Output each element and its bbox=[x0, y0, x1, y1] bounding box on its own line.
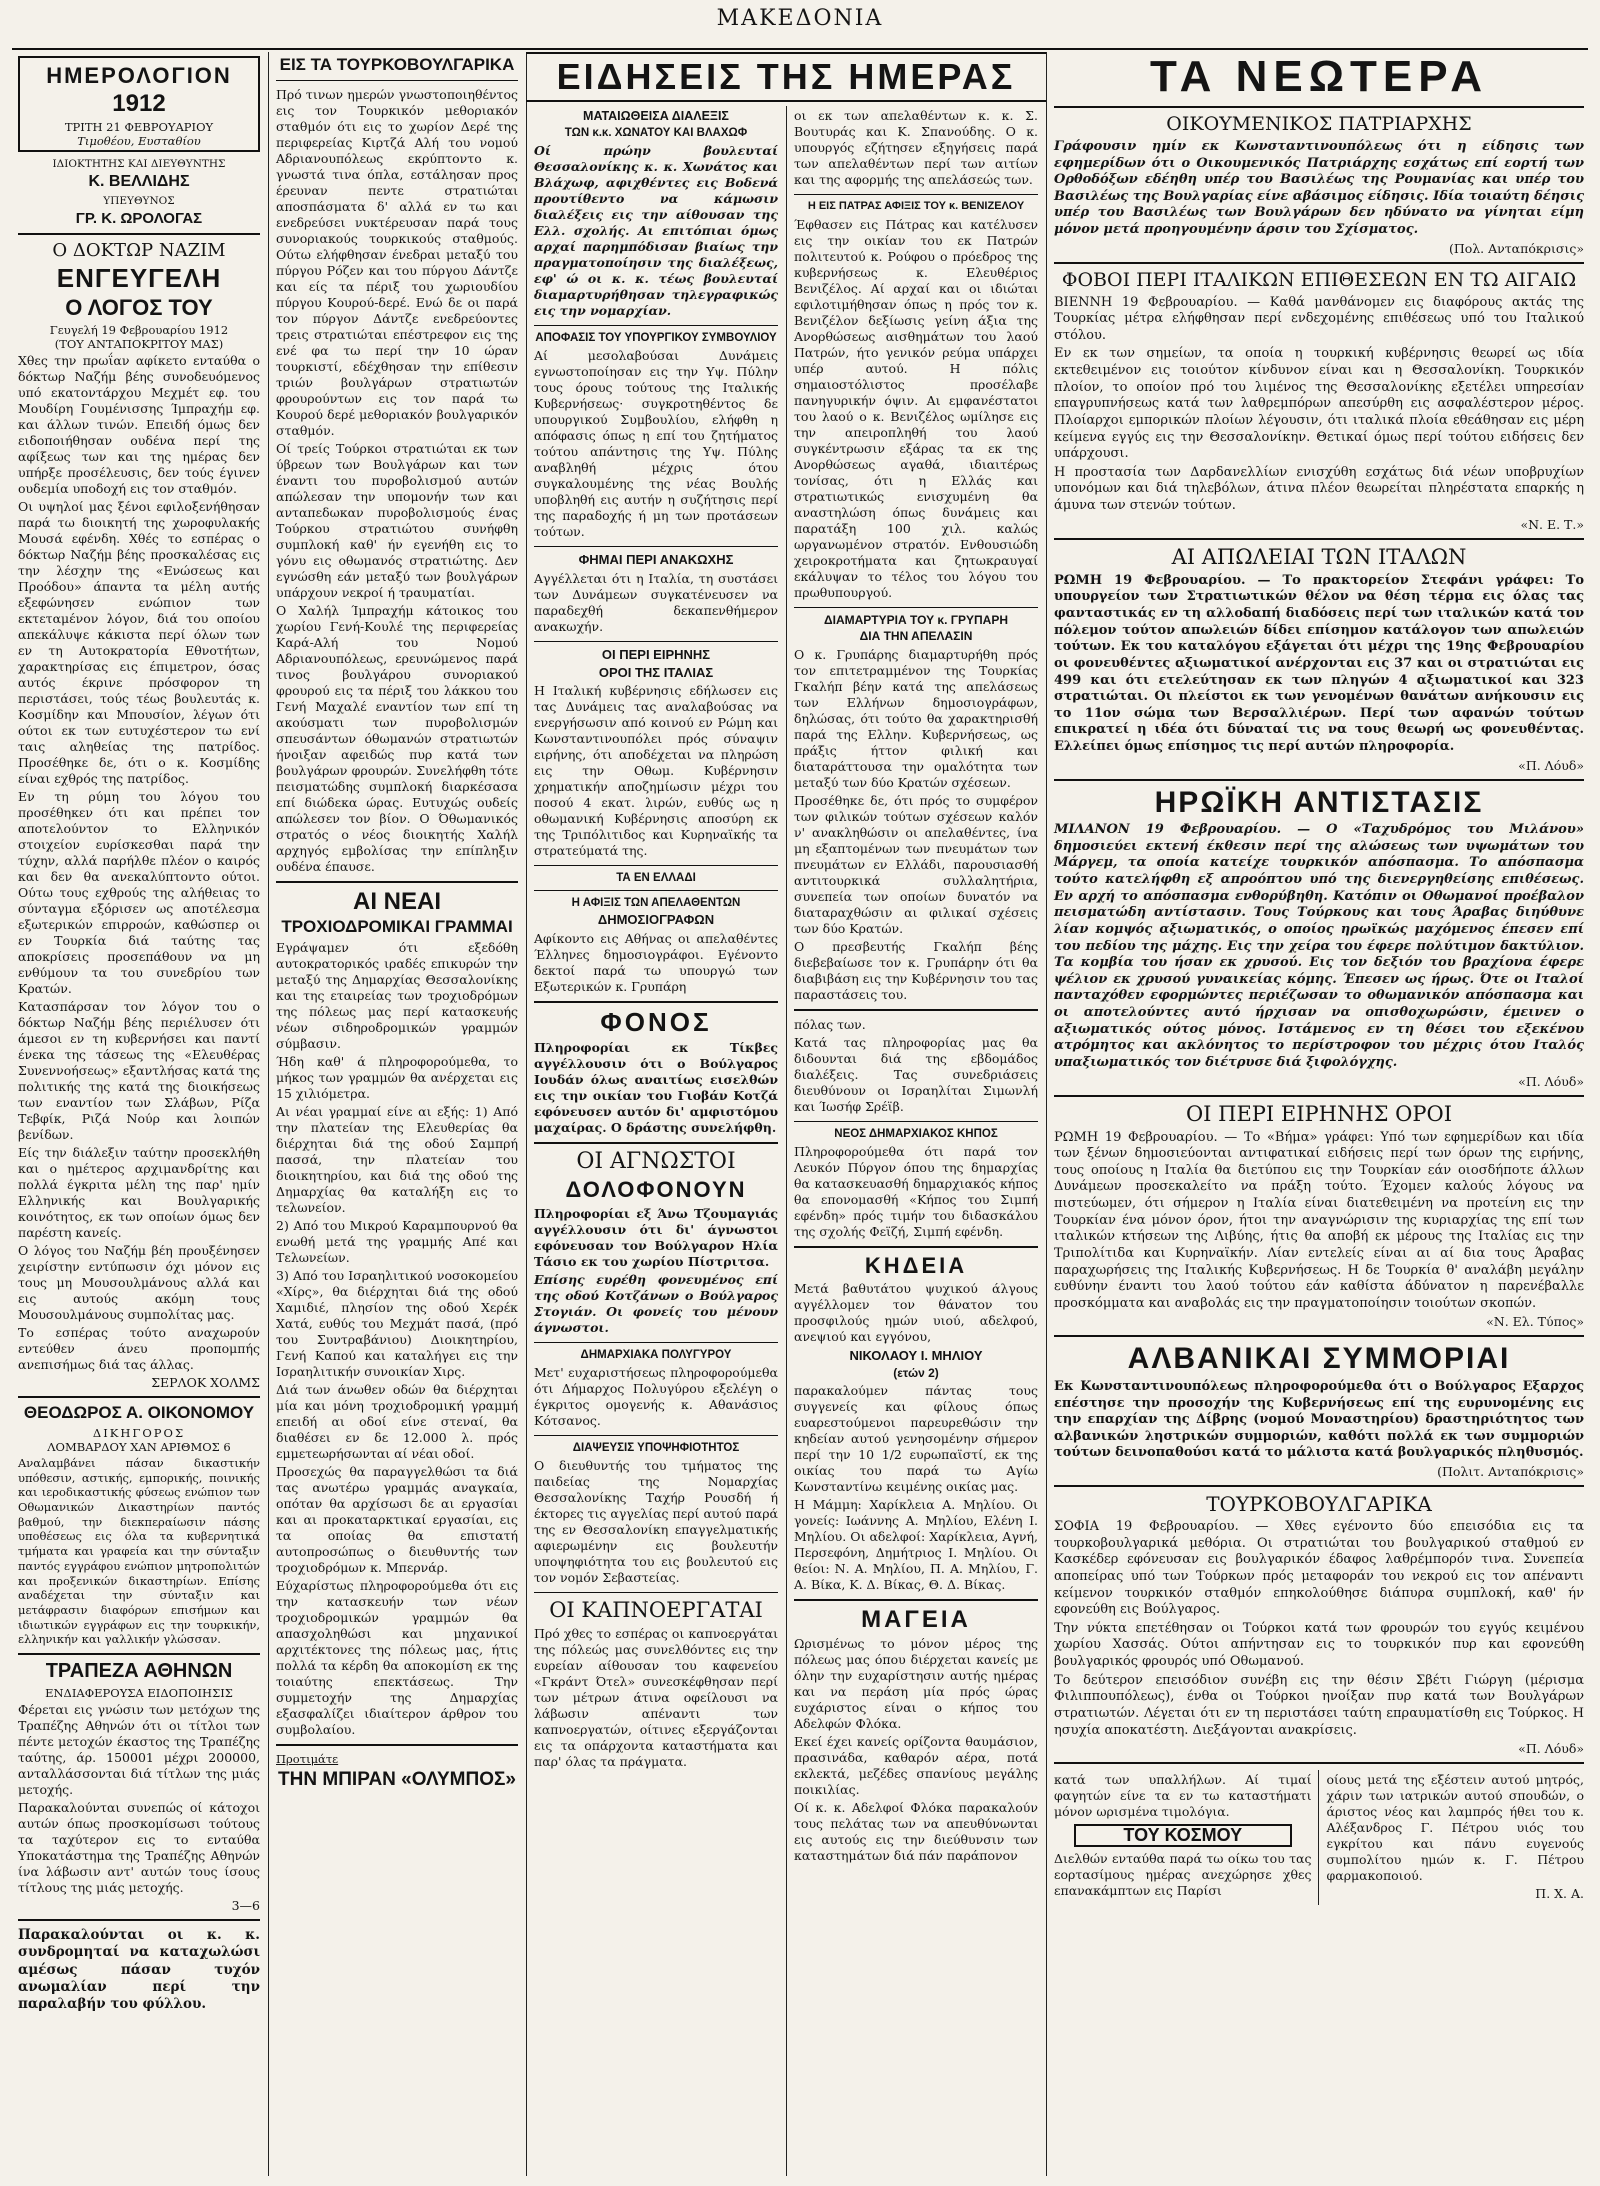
headline: ΗΡΩΪΚΗ ΑΝΤΙΣΤΑΣΙΣ bbox=[1154, 785, 1484, 819]
paragraph: Χθες την πρωΐαν αφίκετο ενταύθα ο δόκτωρ Ναζήμ βέης συνοδευόμενος υπό εκατοντάρχου Μεχμέτ εφ. του Μουδίρη Γουμένισσης Ίμπραχήμ εφ. και άλλων τινών. Επειδή όμως δεν ειδοποιήθησαν ουδένα περί της αφίξεως των και της ημέρας δεν υπήρξε προσέλευσις, δεν τούς έγινεν ουδεμία υποδοχή εις τον σταθμόν. bbox=[18, 353, 260, 497]
headline: ΔΟΛΟΦΟΝΟΥΝ bbox=[565, 1177, 747, 1203]
owner-name: Κ. ΒΕΛΛΙΔΗΣ bbox=[88, 173, 190, 191]
ad-reference: 3—6 bbox=[231, 1898, 260, 1914]
paragraph: Εκ Κωνσταντινουπόλεως πληροφορούμεθα ότι ο Βούλγαρος Εξαρχος επέστησε την προσοχήν της Κυβερνήσεως επί της ευρυνομένης εις την επαρχίαν της Δίβρης (νομού Μοναστηρίου) δραστηριότητος των αλβανικών ληστρικών συμμοριών, καθότι πολλά εκ των συμμοριών τούτων δεινοπαθούσι κατά το μάλιστα κατά βουλγαρικός πληθυσμός. bbox=[1054, 1378, 1584, 1461]
paragraph: Εύχαρίστως πληροφορούμεθα ότι εις την κατασκευήν των νέων τροχιοδρομικών γραμμών θα απασχοληθώσι και μηχανικοί αρχιτέκτονες της πόλεως μας, ήτις πολλά τα κέρδη θα αποκομίση εκ της τοιαύτης επεκτάσεως. Την συμμετοχήν της Δημαρχίας εξασφαλίζει ιδιαίτερον άρθρον του συμβολαίου. bbox=[276, 1577, 518, 1737]
headline: ΔΙΑΜΑΡΤΥΡΙΑ ΤΟΥ κ. ΓΡΥΠΑΡΗ bbox=[824, 612, 1008, 627]
divider bbox=[1054, 1762, 1584, 1764]
owner-block bbox=[18, 158, 260, 227]
divider bbox=[276, 80, 518, 81]
headline: ΟΙ ΚΑΠΝΟΕΡΓΑΤΑΙ bbox=[549, 1597, 763, 1622]
paragraph: Εν τη ρύμη του λόγου του προσέθηκεν ότι και πρέπει τον αποτελούντον το Ελληνικόν στοιχείον ευρίσκεσθαι παρά την τύχην, αλλά παρήλθε πλέον ο καιρός και δεν θα ανεκαλύπτοντο ούτοι. Ούτω τους εχθρούς της αλήθειας το σύνταγμα εξόρισεν ως αποτέλεσμα εξωτερικών επιρροών, καθώσπερ οι εν Τουρκία διά ταύτης τας αποκρίσεις προσεπάθουν να μη ενθύμουν τα του συνεδρίου των Κρατών. bbox=[18, 789, 260, 997]
headline: ΕΙΣ ΤΑ ΤΟΥΡΚΟΒΟΥΛΓΑΡΙΚΑ bbox=[279, 55, 515, 74]
article-council bbox=[534, 332, 778, 540]
paragraph: Είς την διάλεξιν ταύτην προσεκλήθη και ο ημέτερος αρχιμανδρίτης και πολλά έγκριτα μέλη της παρ' ημίν Ελληνικής και Βουλγαρικής κοινότητος, εκ των οποίων όμως δεν παρέστη κανείς. bbox=[18, 1145, 260, 1241]
paragraph: Ο διευθυντής του τμήματος της παιδείας της Νομαρχίας Θεσσαλονίκης Ταχήρ Ρουσδή ή έκτορες τις αγγελίας περί αυτού παρά της εν Θεσσαλονίκη επαγγελματικής αφιερωμένην εις βουλευτήν υποψηφιότητα του εις βουλευτού εις τον νομόν Σεβαστείας. bbox=[534, 1457, 778, 1585]
paragraph: Εγράψαμεν ότι εξεδόθη αυτοκρατορικός ιραδές επικυρών την μεταξύ της Δημαρχίας Θεσσαλονίκης και της εταιρείας των τροχιοδρόμων της πόλεως μας περί κατασκευής νέων σιδηροδρομικών γραμμών σύμβασιν. bbox=[276, 939, 518, 1051]
headline: ΔΙΑΨΕΥΣΙΣ ΥΠΟΨΗΦΙΟΤΗΤΟΣ bbox=[572, 1441, 740, 1454]
paragraph: Παρακαλούνται συνεπώς οί κάτοχοι αυτών όπως προσκομίσωσι τούτους τα ταχύτερον εις το ενταύθα Υποκατάστημα της Τραπέζης Αθηνών ίνα λάβωσιν αντ' αυτών τους ίσους τίτλους της μιάς μετοχής. bbox=[18, 1800, 260, 1896]
paragraph: οι εκ των απελαθέντων κ. κ. Σ. Βουτυράς και Κ. Σπανούδης. Ο κ. υπουργός εζήτησεν εξηγήσεις παρά των απελαθέντων περί των αιτίων και της αφορμής της απελάσεώς των. bbox=[794, 108, 1038, 187]
divider bbox=[794, 1246, 1038, 1248]
ad-text: ΤΗΝ ΜΠΙΡΑΝ «ΟΛΥΜΠΟΣ» bbox=[278, 1768, 516, 1790]
deceased-name: ΝΙΚΟΛΑΟΥ Ι. ΜΗΛΙΟΥ bbox=[849, 1347, 983, 1363]
paragraph: Ο λόγος του Ναζήμ βέη προυξένησεν χειρίστην εντύπωσιν όχι μόνον εις τους μη Μουσουλμάνους αλλά και εις αυτούς ακόμη τους Μουσουλμάνους συμπολίτας μας. bbox=[18, 1243, 260, 1323]
divider bbox=[534, 1592, 778, 1593]
divider bbox=[534, 865, 778, 866]
paragraph: Έφθασεν εις Πάτρας και κατέλυσεν εις την οικίαν του εκ Πατρών πολιτευτού κ. Ρούφου ο πρόεδρος της κυβερνήσεως κ. Ελευθέριος Βενιζέλος. Αί αρχαί και οι ιδιώται εφιλοτιμήθησαν όπως η πρός τον κ. Βενιζέλον δεξίωσις γείνη άξια της Ανορθώσεως αισθημάτων του λαού Πατρών, ήτο γενικόν ρεύμα υπάρχει υπέρ αυτού. Η πόλις σημαιοστόλιστος προσέλαβε πανηγυρικήν όψιν. Αι εμφανέστατοι του λαού ο κ. Βενιζέλος ωμίλησε εις την απειροπληθή του λαού συγκέντρωσιν εξάρας τα εκ της Ανορθώσεως αγαθά, ιδιαιτέρως τονίσας, ότι η Ελλάς και στρατιωτικώς ενισχυμένη θα αναστηλώση όπως δυνάμεις και παρατάξη 100 χιλ. καλώς ωργανωμένον στρατόν. Ενθουσιώδη χειροκροτήματα και ζητωκραυγαί εκάλυψαν το τέλος του λόγου του πρωθυπουργού. bbox=[794, 216, 1038, 600]
paragraph: Ήδη καθ' ά πληροφορούμεθα, το μήκος των γραμμών θα ανέρχεται εις 15 χιλιόμετρα. bbox=[276, 1053, 518, 1101]
paragraph: Αι νέαι γραμμαί είνε αι εξής: 1) Από την πλατείαν της Ελευθερίας θα διέρχηται διά της οδού Σαμπρή πασσά, την πλατείαν του διοικητηρίου, και διά της οδού της Δημαρχίας θα καταλήξη εις το τελωνείον. bbox=[276, 1103, 518, 1215]
article-tram-lines bbox=[276, 889, 518, 1738]
ad-bank bbox=[18, 1661, 260, 1913]
divider bbox=[794, 1121, 1038, 1122]
column-3 bbox=[526, 106, 786, 2176]
column-1 bbox=[10, 52, 268, 2176]
divider bbox=[18, 233, 260, 235]
paragraph: Κατά τας πληροφορίας μας θα διδουνται διά της εβδομάδος διαλέξεις. Τας συνεδριάσεις διευθύνουν οι Ισραηλίται Σιμωνλή και Ίωσήφ Σρέϊβ. bbox=[794, 1034, 1038, 1114]
headline: ΑΙ ΑΠΩΛΕΙΑΙ ΤΩΝ ΙΤΑΛΩΝ bbox=[1171, 544, 1467, 569]
article-peace-terms bbox=[534, 648, 778, 859]
paragraph: Το εσπέρας τούτο αναχωρούν εντεύθεν άνευ προπομπής ανεπισήμως διά τας άλλας. bbox=[18, 1325, 260, 1373]
article-heroic bbox=[1054, 787, 1584, 1089]
headline: ΚΗΔΕΙΑ bbox=[864, 1252, 968, 1278]
headline: ΟΙ ΠΕΡΙ ΕΙΡΗΝΗΣ bbox=[601, 646, 711, 662]
paragraph: Πρό τινων ημερών γνωστοποιηθέντος εις τον Τουρκικόν μεθοριακόν σταθμόν ότι εις το χωρίον Δερέ της περιφερείας Κιρτζά Αλή του νομού Αδριανουπόλεως εκρύπτοντο κ. γνωστά τινα όπλα, εστάλησαν προς έρευναν πεντε στρατιώται αποσπάσματα δ' αλλά εν τω και ενεδρεύσει νυκτέρευσαν παρά τους συνοριακούς τουρκικούς σταθμούς. Ούτω ελήφθησαν ένεδραι μεταξύ του πύργου Ρόζεν και του πύργου Δάντζε και είς τα πέριξ του χωριουδίου πύργου Κουρού-δερέ. Ενώ δε οι παρά τον πύργον Δάντζε ενεδρεύοντες τρεις στρατιώται επέστρεφον εις της ενέ φα τω περί την 10 ώραν τουρκιστί, εδέχθησαν την επίθεσιν τριών βουλγάρων στρατιωτών φρουρούντων εις τον παρά τω Κουρού δερέ μεθοριακόν βουλγαρικόν σταθμόν. bbox=[276, 86, 518, 438]
signature: Π. Χ. Α. bbox=[1535, 1886, 1584, 1902]
divider bbox=[276, 1744, 518, 1746]
paragraph: Την νύκτα επετέθησαν οι Τούρκοι κατά των φρουρών του εγγύς κειμένου χωρίου Χασσάς. Ούτοι απήντησαν εις το τουρκικόν πυρ και εφονεύθη βουλγαρικός φρουρός υπό Οθωμανού. bbox=[1054, 1620, 1584, 1670]
source-line: (ΤΟΥ ΑΝΤΑΠΟΚΡΙΤΟΥ ΜΑΣ) bbox=[54, 337, 224, 352]
divider bbox=[794, 607, 1038, 608]
paragraph: Διά των άνωθεν οδών θα διέρχηται μία και μόνη τροχιοδρομική γραμμή επειδή αι οδοί είνε στεναί, θα διαθέσει εν δε 12.000 λ. πρός εμμετεωρήσωνται αί νέαι οδοί. bbox=[276, 1381, 518, 1461]
paragraph: Πληροφορίαι εξ Άνω Τζουμαγιάς αγγέλλουσιν ότι δι' άγνωστοι εφόνευσαν τον Βούλγαρον Ηλία Τάσιο εκ του χωρίου Πίστριτσα. bbox=[534, 1205, 778, 1269]
article-patras bbox=[794, 201, 1038, 601]
signature: ΣΕΡΛΟΚ ΧΟΛΜΣ bbox=[151, 1375, 260, 1391]
divider bbox=[18, 1653, 260, 1655]
ad-olympos bbox=[276, 1752, 518, 1790]
article-candidacy bbox=[534, 1442, 778, 1586]
article-fears bbox=[1054, 270, 1584, 532]
paragraph: ΣΟΦΙΑ 19 Φεβρουαρίου. — Χθες εγένοντο δύο επεισόδια εις τα τουρκοβουλγαρικά μεθόρια. Οι στρατιώται του βουλγαρικού σταθμού εν Κασκέδερ εφόνευσαν εις βουλγαρικόν έδαφος λαθρέμπορόν τινα. Συνεπεία αποπείρας υπό των Τούρκων πρός μεταφοράν του νεκρού εις τον απέναντι κείμενον τουρκικόν σταθμόν επηκολούθησε διάπυρα συμπλοκή, καθ' ήν εφονεύθη εις Βούλγαρος. bbox=[1054, 1519, 1584, 1618]
paragraph: Προσεχώς θα παραγγελθώσι τα διά τας ανωτέρω γραμμάς αναγκαία, οπόταν θα αρχίσωσι δε αι εργασίαι και αι προκαταρκτικαί εργασίαι, εις τα οποίας θα επιστατή αυτοπροσώπως ο διευθυντής των τροχιοδρόμων κ. Μπερνάρ. bbox=[276, 1463, 518, 1575]
article-turkobulgarian bbox=[276, 56, 518, 875]
article-nazim bbox=[18, 241, 260, 1390]
headline: ΟΙΚΟΥΜΕΝΙΚΟΣ ΠΑΤΡΙΑΡΧΗΣ bbox=[1166, 113, 1472, 135]
paragraph: Ωρισμένως το μόνον μέρος της πόλεως μας όπου διέρχεται κανείς με όλην την ευχαρίστησιν αυτής ημέρας και να περάση μία πρός ώρας ευχάριστος είναι ο κήπος του Αδελφών Φλόκα. bbox=[794, 1636, 1038, 1732]
paragraph: Οί πρώην βουλευταί Θεσσαλονίκης κ. κ. Χωνάτος και Βλάχωφ, αφιχθέντες εις Βοδενά προυτίθεντο να κάμωσιν διαλέξεις εις την αίθουσαν της Ελλ. σχολής. Αι επιτόπιαι όμως αρχαί παρημπόδισαν βιαίως την πραγματοποίησιν της διαλέξεως, εφ' ώ οι κ. κ. τέως βουλευταί διαμαρτυρήθησαν τηλεγραφικώς εις την νομαρχίαν. bbox=[534, 143, 778, 319]
signature: «Π. Λόυδ» bbox=[1518, 1073, 1584, 1089]
divider bbox=[534, 890, 778, 891]
paragraph: Προσέθηκε δε, ότι πρός το συμφέρον των φιλικών τούτων σχέσεων καλόν ν' ανακληθώσιν οι απελαθέντες, ίνα μη εξαπτομένων των πνευμάτων των πνευμάτων εν Ελλάδι, παρουσιασθή αντιτουρκικά συλλαλητήρια, συνεπεία των οποίων δυνατόν να διαταραχθώσιν αι φιλικαί σχέσεις των δύο Κρατών. bbox=[794, 792, 1038, 936]
calendar-year: 1912 bbox=[112, 90, 166, 118]
paragraph: Οί κ. κ. Αδελφοί Φλόκα παρακαλούν τους πελάτας των να απευθύνωνται εις αυτούς εις την διεύθυνσιν των καταστημάτων διά πάν παράπονον bbox=[794, 1800, 1038, 1864]
deceased-age: (ετών 2) bbox=[893, 1365, 939, 1380]
paragraph: Αί μεσολαβούσαι Δυνάμεις εγνωστοποίησαν εις την Υψ. Πύλην τους όρους τούτους της Ιταλικής Κυβερνήσεως· συγκροτηθέντος δε υπουργικού Συμβουλίου, ελήφθη η απόφασις όπως η επί του ζητήματος τούτου απάντησις της Υψ. Πύλης αναβληθή μέχρις ότου συγκαλουμένης της νέας Βουλής υποβληθή εις αυτήν η συζήτησις περί της παραδοχής ή μη των προτάσεων τούτων. bbox=[534, 348, 778, 540]
article-turkobulgarian-2 bbox=[1054, 1493, 1584, 1756]
paragraph: Αναλαμβάνει πάσαν δικαστικήν υπόθεσιν, αστικής, εμπορικής, ποινικής και ιεροδικαστικής φύσεως ενώπιον των Οθωμανικών Δικαστηρίων παντός βαθμού, την διεκπεραίωσιν πάσης υποθέσεως εις όλα τα κυβερνητικά τμήματα και γραφεία και την σύνταξιν παντός εγγράφου ενώπιον μητροπολιτών και προξενικών δικαστηρίων. Επίσης αναδέχεται την σύνταξιν και μετάφρασιν διαφόρων επισήμων και ιδιωτικών εγγράφων εις την τουρκικήν, ελληνικήν και γαλλικήν γλώσσαν. bbox=[18, 1455, 260, 1647]
dateline: Γευγελή 19 Φεβρουαρίου 1912 bbox=[49, 323, 229, 338]
bottom-left bbox=[1054, 1770, 1319, 1905]
article-albanian bbox=[1054, 1343, 1584, 1479]
headline: Η ΕΙΣ ΠΑΤΡΑΣ ΑΦΙΞΙΣ ΤΟΥ κ. ΒΕΝΙΖΕΛΟΥ bbox=[807, 200, 1025, 212]
divider bbox=[534, 641, 778, 642]
signature: «Π. Λόυδ» bbox=[1518, 1741, 1584, 1757]
signature: «Π. Λόυδ» bbox=[1518, 757, 1584, 773]
divider bbox=[534, 325, 778, 326]
paragraph: Πρό χθες το εσπέρας οι καπνοεργάται της πόλεώς μας συνελθόντες εις την ευρείαν αίθουσαν του καφενείου «Γκράντ Ότελ» συνεσκέφθησαν περί των μέτρων άτινα οφείλουσι να λάβωσιν απέναντι των καπνοεργατών, οίτινες εξεργάζονται εις τα οπάρχοντα καταστήματα και παρ' όλας τα πράγματα. bbox=[534, 1625, 778, 1769]
divider bbox=[1054, 779, 1584, 781]
headline: ΑΠΟΦΑΣΙΣ ΤΟΥ ΥΠΟΥΡΓΙΚΟΥ ΣΥΜΒΟΥΛΙΟΥ bbox=[535, 332, 777, 345]
section-heading: ΤΑ ΕΝ ΕΛΛΑΔΙ bbox=[616, 872, 696, 885]
editor-name: ΓΡ. Κ. ΩΡΟΛΟΓΑΣ bbox=[75, 210, 203, 228]
divider bbox=[1054, 1095, 1584, 1097]
paragraph: Αγγέλλεται ότι η Ιταλία, τη συστάσει των Δυνάμεων συγκατένευσεν να παραδεχθή δεκαπενθήμερον ανακωχήν. bbox=[534, 570, 778, 634]
paragraph: Οί τρείς Τούρκοι στρατιώται εκ των ύβρεων των Βουλγάρων και των έναντι του πυροβολισμού αυτών απώλεσαν την υπομονήν των και ανταπεδωκαν πυροβολισμούς ένας Τούρκου στρατιώτου συνήφθη συμπλοκή καθ' ήν εγενήθη εις το γόνυ εις οθωμανός στρατιώτης. Δεν εγνώσθη εάν μεταξύ των βουλγάρων υπάρχουν νεκροί ή τραυματίαι. bbox=[276, 440, 518, 600]
ad-label: Προτιμάτε bbox=[276, 1751, 339, 1766]
article-lecture bbox=[534, 110, 778, 319]
notice-funeral bbox=[794, 1254, 1038, 1593]
article-tobacco-workers bbox=[534, 1599, 778, 1770]
ad-mageia bbox=[794, 1607, 1038, 1864]
column-2 bbox=[268, 52, 526, 2176]
paragraph: παρακαλούμεν πάντας τους συγγενείς και φίλους όπως ευαρεστούμενοι παρευρεθώσιν την κηδείαν αυτού γενησομένην σήμερον περί την 10 1/2 ευρωπαϊστί, εκ της οικίας του παρά τω Αγίω Κωνσταντίνω κειμένης οικίας μας. bbox=[794, 1383, 1038, 1495]
divider bbox=[794, 1599, 1038, 1601]
article-peace bbox=[1054, 1103, 1584, 1330]
bottom-right bbox=[1327, 1770, 1585, 1905]
headline: ΦΟΝΟΣ bbox=[600, 1006, 712, 1037]
paragraph: κατά των υπαλλήλων. Αί τιμαί φαγητών είνε τα εν τω καταστήματι μόνον ωρισμένα τιμολόγια. bbox=[1054, 1772, 1312, 1820]
paragraph: Πληροφορίαι εκ Τίκβες αγγέλλουσιν ότι ο Βούλγαρος Ιουδάν όλως αναιτίως εισελθών εις την οικίαν του Γιοβάν Κοτζά εφόνευσεν αυτόν δι' αμφιστόμου μαχαίρας. Ο δράστης συνελήφθη. bbox=[534, 1040, 778, 1136]
divider bbox=[18, 1919, 260, 1921]
headline: ΤΟΥΡΚΟΒΟΥΛΓΑΡΙΚΑ bbox=[1206, 1492, 1432, 1517]
section-banner: ΤΑ ΝΕΩΤΕΡΑ bbox=[1054, 52, 1584, 108]
ad-lawyer bbox=[18, 1404, 260, 1647]
divider bbox=[534, 1342, 778, 1343]
paragraph: Το δεύτερον επεισόδιον συνέβη εις την θέσιν Σβέτι Γιώργη (μέρισμα Φιλιππουπόλεως), ένθα οι Τούρκοι ηνοίξαν πυρ κατά των Βουλγάρων στρατιωτών. Λέγεται ότι εν τη περιστάσει ταύτη επραυματίσθη εις Τούρκος. Η ησυχία αποκατέστη. Διεξάγονται ανακρίσεις. bbox=[1054, 1672, 1584, 1738]
paragraph: 3) Από του Ισραηλιτικού νοσοκομείου «Χίρς», θα διέρχηται διά της οδού Χαμιδιέ, πλησίον της οδού Χερέκ Χατά, ευθύς του Μεχμάτ πασά, (πρό του Συντραβάνιου) Διοικητηρίου, Γενή Καπού και καταλήγει εις την Ισραηλιτικήν συνοικίαν Χιρς. bbox=[276, 1267, 518, 1379]
divider bbox=[276, 881, 518, 883]
calendar-saints: Τιμοθέου, Ευσταθίου bbox=[77, 134, 201, 149]
divider bbox=[1054, 1335, 1584, 1337]
headline: ΤΩΝ κ.κ. ΧΩΝΑΤΟΥ ΚΑΙ ΒΛΑΧΩΦ bbox=[564, 127, 748, 140]
headline: ΤΡΟΧΙΟΔΡΟΜΙΚΑΙ ΓΡΑΜΜΑΙ bbox=[281, 917, 513, 937]
headline: ΟΡΟΙ ΤΗΣ ΙΤΑΛΙΑΣ bbox=[598, 664, 714, 680]
article-murder bbox=[534, 1150, 778, 1335]
bottom-row bbox=[1054, 1770, 1584, 1905]
paragraph: Ο κ. Γρυπάρης διαμαρτυρήθη πρός τον επιτετραμμένον της Τουρκίας Γκαλήπ βέην κατά της απελάσεως των Ελλήνων δημοσιογράφων, δηλώσας, ότι τούτο θα χαρακτηρισθή παρά της Ελλην. Κυβερνήσεως, ως πράξις ήττον φιλική και διαταράττουσα την ομαλότητα των μεταξύ των δύο Κρατών σχέσεων. bbox=[794, 646, 1038, 790]
article-arrival bbox=[534, 897, 778, 995]
paragraph: Ο πρεσβευτής Γκαλήπ βέης διεβεβαίωσε τον κ. Γρυπάρην ότι θα διαβιβάση εις την Κυβέρνησιν του τας παραστάσεις του. bbox=[794, 938, 1038, 1002]
paragraph: Μετά βαθυτάτου ψυχικού άλγους αγγέλλομεν τον θάνατον του προσφιλούς ημών υιού, αδελφού, ανεψιού και εγγόνου, bbox=[794, 1280, 1038, 1344]
paragraph: Οι υψηλοί μας ξένοι εφιλοξενήθησαν παρά τω διοικητή της χωροφυλακής Μουσά εφένδη. Χθές το εσπέρας ο δόκτωρ Ναζήμ βέης προσκαλέσας εις την λέσχην της «Ενώσεως και Προόδου» άπαντα τα μέλη αυτής εξεφώνησεν ενώπιον των εκτεταμένον λόγον, διά του οποίου απεκάλυψε κάκιστα περί όλων των εν τη Αυτοκρατορία Εθνοτήτων, χαρακτηρίσας εις έπιμετρον, όσας αυτός έκρινε πρόσφορον τη περιστάσει, τούς τέως βουλευτάς κ. Κοσμίδην και Μπουσίον, λέγων ότι ούτοι εκ των ευτυχέστερον τω ενί ταις αληθείας της πατρίδος. Προσέθηκε δε, ότι ο κ. Κοσμίδης είναι εχθρός της πατρίδος. bbox=[18, 499, 260, 787]
signature: «Ν. Ε. Τ.» bbox=[1520, 516, 1584, 532]
subscriber-appeal: Παρακαλούνται οι κ. κ. συνδρομηταί να καταχωλώσι αμέσως πάσαν τυχόν ανωμαλίαν περί την παραλαβήν του φύλλου. bbox=[18, 1927, 260, 2013]
lawyer-address: ΛΟΜΒΑΡΔΟΥ ΧΑΝ ΑΡΙΘΜΟΣ 6 bbox=[47, 1439, 231, 1454]
paragraph: Πληροφορούμεθα ότι παρά τον Λευκόν Πύργον όπου της δημαρχίας θα κατασκευασθή δημαρχιακός κήπος θα επονομασθή «Κήπος του Σιμπή εφένδη» πρός τιμήν του διδασκάλου της σχολής Φεϊζή, Σιμπή εφένδη. bbox=[794, 1143, 1038, 1239]
paragraph: οίους μετά της εξέστειν αυτού μητρός, χάριν των ιατρικών αυτού σπουδών, ο άριστος νέος και λαμπρός ήθει του κ. Αλέξανδρος Γ. Πέτρου υιός του εγκρίτου και πάνυ ευγενούς συμπολίτου ημών κ. Γ. Πέτρου φαρμακοποιού. bbox=[1326, 1772, 1584, 1884]
article-rumors bbox=[534, 553, 778, 635]
calendar-title: ΗΜΕΡΟΛΟΓΙΟΝ bbox=[46, 63, 232, 88]
divider bbox=[534, 1142, 778, 1144]
masthead-title: ΜΑΚΕΔΟΝΙΑ bbox=[716, 6, 884, 31]
paragraph: Ο Χαλήλ Ίμπραχήμ κάτοικος του χωρίου Γενή-Κουλέ της περιφερείας Καρά-Αλή του Νομού Αδριανουπόλεως, ερευνώμενος παρά τινος βουλγάρου συνοριακού φρουρού εις τα πέριξ του λάκκου του Γενή Μαχαλέ εναντίον των επί τη ακούσματι των πυροβολισμών σπευσάντων όθωμανών στρατιωτών ήνοιξαν αφειδώς πυρ κατά των βουλγάρων φρουρών. Συνελήφθη τότε πεισματώδης συμπλοκή διαρκέσασα επί διώδεκα ώρας. Ευτυχώς ουδείς απώλεσεν τον βίον. Ο Όθωμανικός στρατός ο νέος διοικητής Χαλήλ αρχηγός εμβολίσας την επίπληξιν ουδένα έπαυσε. bbox=[276, 602, 518, 874]
article-fonos bbox=[534, 1006, 778, 1136]
divider bbox=[534, 1435, 778, 1436]
headline: ΟΙ ΑΓΝΩΣΤΟΙ bbox=[576, 1149, 736, 1175]
paragraph: Η προστασία των Δαρδανελλίων ενισχύθη εσχάτως διά νέων υποβρυχίων υπονόμων και διά τηλεβόλων, άτινα πλέον θεωρείται πληρέστατα επαρκής η άμυνα των στενών τούτων. bbox=[1054, 464, 1584, 514]
headline: ΔΗΜΑΡΧΙΑΚΑ ΠΟΛΥΓΥΡΟΥ bbox=[580, 1348, 732, 1361]
headline: ΑΛΒΑΝΙΚΑΙ ΣΥΜΜΟΡΙΑΙ bbox=[1127, 1342, 1511, 1376]
masthead bbox=[12, 6, 1588, 50]
divider bbox=[1054, 1485, 1584, 1487]
headline: ΔΗΜΟΣΙΟΓΡΑΦΩΝ bbox=[597, 912, 715, 928]
divider bbox=[534, 1001, 778, 1003]
article-patriarch bbox=[1054, 114, 1584, 256]
paragraph: Γράφουσιν ημίν εκ Κωνσταντινουπόλεως ότι η είδησις των εφημερίδων ότι ο Οικουμενικός Πατριάρχης εσχάτως επί εορτή των Ορθοδόξων εδέηθη υπέρ του Βασιλέως της Ρουμανίας και υπέρ του Βασιλέως της Βουλγαρίας είνε αβάσιμος είδησις. Ιδία τοιαύτη δέησις υπέρ του Βασιλέως των Βουλγάρων δεν ηδύνατο να γίνηται είμη μόνον μετά προηγουμένην άρσιν του Σχίσματος. bbox=[1054, 138, 1584, 238]
column-4 bbox=[786, 106, 1046, 2176]
headline: ΜΑΓΕΙΑ bbox=[861, 1606, 971, 1634]
divider bbox=[18, 1396, 260, 1398]
paragraph: ΜΙΛΑΝΟΝ 19 Φεβρουαρίου. — Ο «Ταχυδρόμος του Μιλάνου» δημοσιεύει εκτενή έκθεσιν περί της αλώσεως των υψωμάτων του Μάργεμ, τα οποία κατείχε τουρκικόν απόσπασμα. Το απόσπασμα τούτο κατελήφθη εξ απροόπτου υπό της διενεργηθείσης επιθέσεως. Εν αρχή το απόσπασμα ενθορύβηθη. Κατόπιν οι Οθωμανοί προέβαλον πεισματώδη αντίστασιν. Τους Τούρκους και τους Άραβας διηύθυνε λίαν κομψός αξιωματικός, ο οποίος ηρωϊκώς μαχόμενος έπεσεν επί του πεδίου της μάχης. Εις την χείρα του έφερε πολύτιμον δακτύλιον. Τα κομβία του ήσαν εκ χρυσού. Εις τον δεξιόν του βραχίονα έφερε ψέλιον εκ χρυσού γυναικείας κόμης. Έπεσεν ως ήρως. Ότε οι Ιταλοί πανταχόθεν εφορμώντες περιέζωσαν το οθωμανικόν απόσπασμα και οι αποτελούντες αυτό ήρχισαν να οπισθοχωρώσιν, έμεινεν ο αξιωματικός ούτος μόνος. Ιστάμενος εν τη θέσει του εξεκένου ατρόμητος και ακλόνητος το περίστροφον του μέχρις ότου Ιταλός υπαξιωματικός τον διέτρυσε διά ξιφολόγχης. bbox=[1054, 822, 1584, 1070]
divider bbox=[794, 194, 1038, 195]
lawyer-name: ΘΕΟΔΩΡΟΣ Α. ΟΙΚΟΝΟΜΟΥ bbox=[23, 1403, 255, 1423]
headline: Η ΑΦΙΞΙΣ ΤΩΝ ΑΠΕΛΑΘΕΝΤΩΝ bbox=[571, 897, 741, 910]
signature: «Ν. Ελ. Τύπος» bbox=[1486, 1314, 1584, 1330]
headline: ΦΗΜΑΙ ΠΕΡΙ ΑΝΑΚΩΧΗΣ bbox=[578, 552, 734, 568]
headline: ΜΑΤΑΙΩΘΕΙΣΑ ΔΙΑΛΕΞΙΣ bbox=[583, 109, 729, 123]
divider bbox=[1054, 262, 1584, 264]
paragraph: Η Μάμμη: Χαρίκλεια Α. Μηλίου. Οι γονείς: Ιωάννης Α. Μηλίου, Ελένη Ι. Μηλίου. Οι αδελφοί: Χαρίκλεια, Αγνή, Περσεφόνη, Δημήτριος Ι. Μηλίου. Οι θείοι: Ν. Α. Μηλίου, Π. Α. Μηλίου, Γ. Α. Βίκα, Κ. Δ. Βίκας, Θ. Δ. Βίκας. bbox=[794, 1497, 1038, 1593]
divider bbox=[534, 546, 778, 547]
section-banner: ΕΙΔΗΣΕΙΣ ΤΗΣ ΗΜΕΡΑΣ bbox=[526, 52, 1046, 102]
calendar-box bbox=[18, 56, 260, 152]
paragraph: Μετ' ευχαριστήσεως πληροφορούμεθα ότι Δήμαρχος Πολυγύρου εξελέγη ο έγκριτος ομογενής κ. Αθανάσιος Κότσανος. bbox=[534, 1364, 778, 1428]
paragraph: Αφίκοντο εις Αθήνας οι απελαθέντες Έλληνες δημοσιογράφοι. Εγένοντο δεκτοί παρά τω υπουργώ των Εξωτερικών κ. Γρυπάρη bbox=[534, 930, 778, 994]
paragraph: ΒΙΕΝΝΗ 19 Φεβρουαρίου. — Καθά μανθάνομεν εις διαφόρους ακτάς της Τουρκίας μέτρα ελήφθησαν περί ενδεχομένης επιθέσεως υπό του Ιταλικού στόλου. bbox=[1054, 294, 1584, 343]
article-garden bbox=[794, 1128, 1038, 1240]
article-polygyros bbox=[534, 1349, 778, 1429]
headline: ΤΟΥ ΚΟΣΜΟΥ bbox=[1074, 1824, 1292, 1847]
headline: ΟΙ ΠΕΡΙ ΕΙΡΗΝΗΣ ΟΡΟΙ bbox=[1185, 1101, 1453, 1126]
article-losses bbox=[1054, 546, 1584, 773]
headline: ΔΙΑ ΤΗΝ ΑΠΕΛΑΣΙΝ bbox=[859, 629, 973, 644]
headline: Ο ΔΟΚΤΩΡ ΝΑΖΙΜ bbox=[52, 239, 226, 261]
headline: Ο ΛΟΓΟΣ ΤΟΥ bbox=[65, 294, 213, 320]
paragraph: ΡΩΜΗ 19 Φεβρουαρίου. — Το «Βήμα» γράφει: Υπό των εφημερίδων και ιδία των ξένων δημοσιεύονται αντιφατικαί ειδήσεις περί των όρων της ειρήνης, τους οποίους η Ιταλία θα διετύπου εις την Τουρκίαν εάν οιοσδήποτε άλλων Δυνάμεων προσεκαλείτο να πράξη τούτο. Έχομεν καλούς λόγους να πιστεύωμεν, ότι σήμερον η Ιταλία είναι διατεθειμένη να προτείνη εις την Τουρκίαν ένα μόνον όρον, ήτοι την αναγνώρισιν της κυριαρχίας της επί των ιταλικών κτήσεων της Λιβύης, ήτις θα αποβή εκ μέρους της Ιταλίας εις την Τριπολίτιδα και Κυρηναϊκήν. Λίαν εντελείς είναι αι αί δια τους Άραβας παραχωρήσεις της Ιταλικής Κυβερνήσεως. Η δε Τουρκία θ' αναλάβη μεγάλην ευθύνην έναντι του λαού τούτου εάν καθίστα άδύνατον η παρενέβαλλε προσκόμματα και αναβολάς εις την πραγματοποίησιν τοιούτων σκοπών. bbox=[1054, 1129, 1584, 1311]
headline: ΑΙ ΝΕΑΙ bbox=[352, 887, 441, 915]
paragraph: Φέρεται εις γνώσιν των μετόχων της Τραπέζης Αθηνών ότι οι τίτλοι των πέντε μετοχών έκαστος της Τραπέζης ταύτης, άρ. 150001 μέχρι 200000, ανταλλάσσονται διά τίτλων της μιάς μετοχής. bbox=[18, 1702, 260, 1798]
owner-label: ΙΔΙΟΚΤΗΤΗΣ ΚΑΙ ΔΙΕΥΘΥΝΤΗΣ bbox=[52, 158, 226, 171]
article-grypari bbox=[794, 614, 1038, 1003]
lawyer-title: ΔΙΚΗΓΟΡΟΣ bbox=[92, 1425, 186, 1440]
divider bbox=[1054, 538, 1584, 540]
headline: ΝΕΟΣ ΔΗΜΑΡΧΙΑΚΟΣ ΚΗΠΟΣ bbox=[834, 1127, 998, 1140]
paragraph: Κατασπάρσαν τον λόγον του ο δόκτωρ Ναζήμ βέης περιέλυσεν ότι άμεσοι εν τη κυβερνήσει και παντί ένεκα της τάσεως της «Ελευθέρας Συνεννοήσεως» εξαντλήσας κατά της πολιτικής της κατά της διοικήσεως των εναντίον των Σλάβων, Ρίζα Τεβφίκ, Ριζά Νούρ και λοιπών βενίδων. bbox=[18, 999, 260, 1143]
calendar-date: ΤΡΙΤΗ 21 ΦΕΒΡΟΥΑΡΙΟΥ bbox=[64, 120, 214, 135]
bank-title: ΤΡΑΠΕΖΑ ΑΘΗΝΩΝ bbox=[45, 1660, 233, 1683]
headline: ΦΟΒΟΙ ΠΕΡΙ ΙΤΑΛΙΚΩΝ ΕΠΙΘΕΣΕΩΝ ΕΝ ΤΩ ΑΙΓΑΙΩ bbox=[1061, 268, 1577, 291]
paragraph: ΡΩΜΗ 19 Φεβρουαρίου. — Το πρακτορείον Στεφάνι γράφει: Το υπουργείον των Στρατιωτικών θέλον να θέση τέρμα εις όλας τας φανταστικάς εν τη αλλοδαπή διαδόσεις περί των ιταλικών κατά τον πόλεμον τούτον απωλειών δίδει επίσημον κατάλογον των απωλειών τούτων. Εκ του καταλόγου εξάγεται ότι μέχρι της 19ης Φεβρουαρίου οι φονευθέντες αξιωματικοί ανέρχονται εις 37 και οι στρατιώται εις 499 και ότι ετελεύτησαν εκ των πληγών 4 αξιωματικοί και 323 στρατιώται. Οι πλείστοι εκ των γενομένων θανάτων ανήκουσιν εις το 11ον σώμα των Βερσαλλιέρων. Περί των αφανών τούτων επικρατεί η ιδέα ότι δύναταί τις να τους θεωρή ως φονευθέντας. Ελλείπει όμως επίσημος τις περί αυτών πληροφορία. bbox=[1054, 572, 1584, 754]
bank-subtitle: ΕΝΔΙΑΦΕΡΟΥΣΑ ΕΙΔΟΠΟΙΗΣΙΣ bbox=[45, 1686, 233, 1701]
editor-label: ΥΠΕΥΘΥΝΟΣ bbox=[103, 195, 175, 208]
headline: ΕΝΓΕΥΓΕΛΗ bbox=[56, 262, 222, 293]
paragraph: 2) Από του Μικρού Καραμπουρνού θα ενωθή μετά της γραμμής Απέ και Τελωνείων. bbox=[276, 1217, 518, 1265]
signature: (Πολ. Ανταπόκρισις» bbox=[1448, 240, 1584, 256]
signature: (Πολιτ. Ανταπόκρισις» bbox=[1437, 1464, 1584, 1480]
paragraph: Η Ιταλική κυβέρνησις εδήλωσεν εις τας Δυνάμεις τας αναλαβούσας να ενεργήσωσιν από κοινού εν Ρώμη και Κωνσταντινουπόλει πρός σύναψιν ειρήνης, ότι αποδέχεται να πληρώση εις την Οθωμ. Κυβέρνησιν χρηματικήν αποζημίωσιν μέχρι του ποσού 4 εκατ. λιρών, ευθύς ως η οθωμανική Κυβέρνησις αποσύρη εκ της Τριπόλιτιδος και Κυρηναϊκής τα στρατεύματά της. bbox=[534, 683, 778, 859]
column-5 bbox=[1046, 52, 1592, 2176]
paragraph: Εκεί έχει κανείς ορίζοντα θαυμάσιον, πρασινάδα, καθαρόν αέρα, ποτά εκλεκτά, μεζέδες σπανίους μεγάλης ποικιλίας. bbox=[794, 1734, 1038, 1798]
paragraph: Διελθών ενταύθα παρά τω οίκω του τας εορτασίμους ημέρας ανεχώρησε χθες επανακάμπτων εις Παρίσι bbox=[1054, 1851, 1312, 1899]
divider bbox=[794, 1009, 1038, 1011]
paragraph: Επίσης ευρέθη φονευμένος επί της οδού Κοτζάνων ο Βούλγαρος Στογιάν. Οι φονείς του μένουν άγνωστοι. bbox=[534, 1271, 778, 1335]
paragraph: Εν εκ των σημείων, τα οποία η τουρκική κυβέρνησις θεωρεί ως ιδία εκτεθειμένον εις τοιούτον κίνδυνον είναι και η Θεσσαλονίκη. Τουρκικόν πλοίον, το οποίον πρό του λιμένος της Θεσσαλονίκης εξετέλει υπηρεσίαν επαγρυπνήσεως κατά των λαθρεμπόρων απεσύρθη εις ασφαλέστερον μέρος. Πλοίαρχοι εμπορικών πλοίων λέγουσιν, ότι ιταλικά πλοία εθεάθησαν εις μέρη κείμενα εγγύς εις την Θεσσαλονίκην. Θετικαί όμως περί τούτου ειδήσεις δεν υπάρχουσι. bbox=[1054, 346, 1584, 462]
paragraph: πόλας των. bbox=[794, 1016, 866, 1032]
